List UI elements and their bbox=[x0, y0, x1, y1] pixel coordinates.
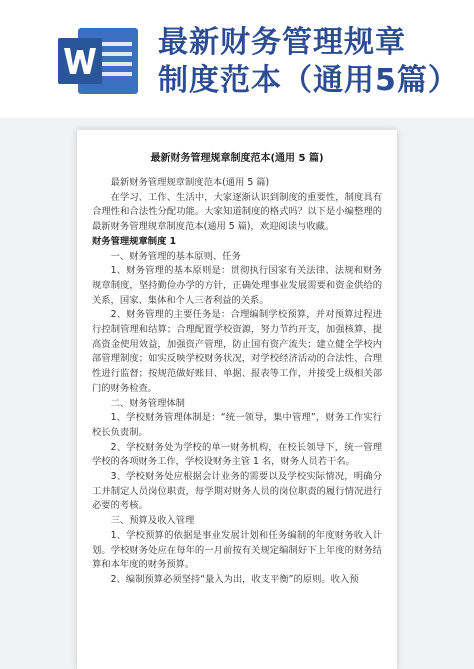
doc-paragraph: 一、财务管理的基本原则、任务 bbox=[110, 250, 241, 262]
doc-section-heading: 财务管理规章制度 1 bbox=[92, 235, 177, 247]
banner-title-line1: 最新财务管理规章 bbox=[158, 25, 406, 60]
doc-paragraph: 最新财务管理规章制度范本(通用 5 篇) bbox=[110, 177, 270, 188]
doc-paragraph: 1、学校预算的依据是事业发展计划和任务编制的年度财务收入计划。学校财务处应在每年的一月前按有关规定编制好下上年度的财务结算和本年度的财务预算。 bbox=[92, 529, 382, 571]
doc-paragraph: 2、财务管理的主要任务是：合理编制学校预算，并对预算过程进行控制管理和结算；合理配置学校资源，努力节约开支，加强核算，提高资金使用效益，加强资产管理，防止国有资产流失；建立健全学校内部管理制度；如实反映学校财务状况，对学校经济活动的合法性、合理性进行监督；按规范做好账目、单据、报表等工作，并接受上级相关部门的财务检查。 bbox=[92, 309, 382, 394]
banner bbox=[0, 0, 474, 118]
word-doc-icon bbox=[56, 26, 140, 96]
document-body bbox=[92, 152, 382, 588]
doc-paragraph: 1、财务管理的基本原则是：贯彻执行国家有关法律、法规和财务规章制度，坚持勤俭办学的方针，正确处理事业发展需要和资金供给的关系，国家、集体和个人三者利益的关系。 bbox=[92, 265, 382, 306]
banner-title-line2: 制度范本（通用5篇） bbox=[158, 63, 459, 98]
doc-paragraph: 三、预算及收入管理 bbox=[110, 515, 195, 527]
doc-paragraph: 1、学校财务管理体制是：“统一领导，集中管理”，财务工作实行校长负责制。 bbox=[92, 412, 382, 438]
document-title: 最新财务管理规章制度范本(通用 5 篇) bbox=[150, 153, 324, 164]
doc-paragraph: 在学习、工作、生活中，大家逐渐认识到制度的重要性，制度具有合理性和合法性分配功能。大家知道制度的格式吗？以下是小编整理的最新财务管理规章制度范本(通用 5 篇)，欢迎阅读与收藏。 bbox=[92, 191, 382, 233]
doc-paragraph: 3、学校财务处应根据会计业务的需要以及学校实际情况，明确分工并制定人员岗位职责，每学期对财务人员的岗位职责的履行情况进行必要的考核。 bbox=[92, 471, 382, 512]
document-preview bbox=[77, 130, 397, 669]
banner-title bbox=[158, 24, 468, 100]
doc-paragraph: 二、财务管理体制 bbox=[110, 397, 185, 409]
doc-paragraph: 2、学校财务处为学校的单一财务机构，在校长领导下，统一管理学校的各项财务工作，学校设财务主管 1 名，财务人员若干名。 bbox=[92, 441, 382, 468]
doc-paragraph: 2、编制预算必须坚持“量入为出，收支平衡”的原则。收入预 bbox=[110, 573, 359, 585]
